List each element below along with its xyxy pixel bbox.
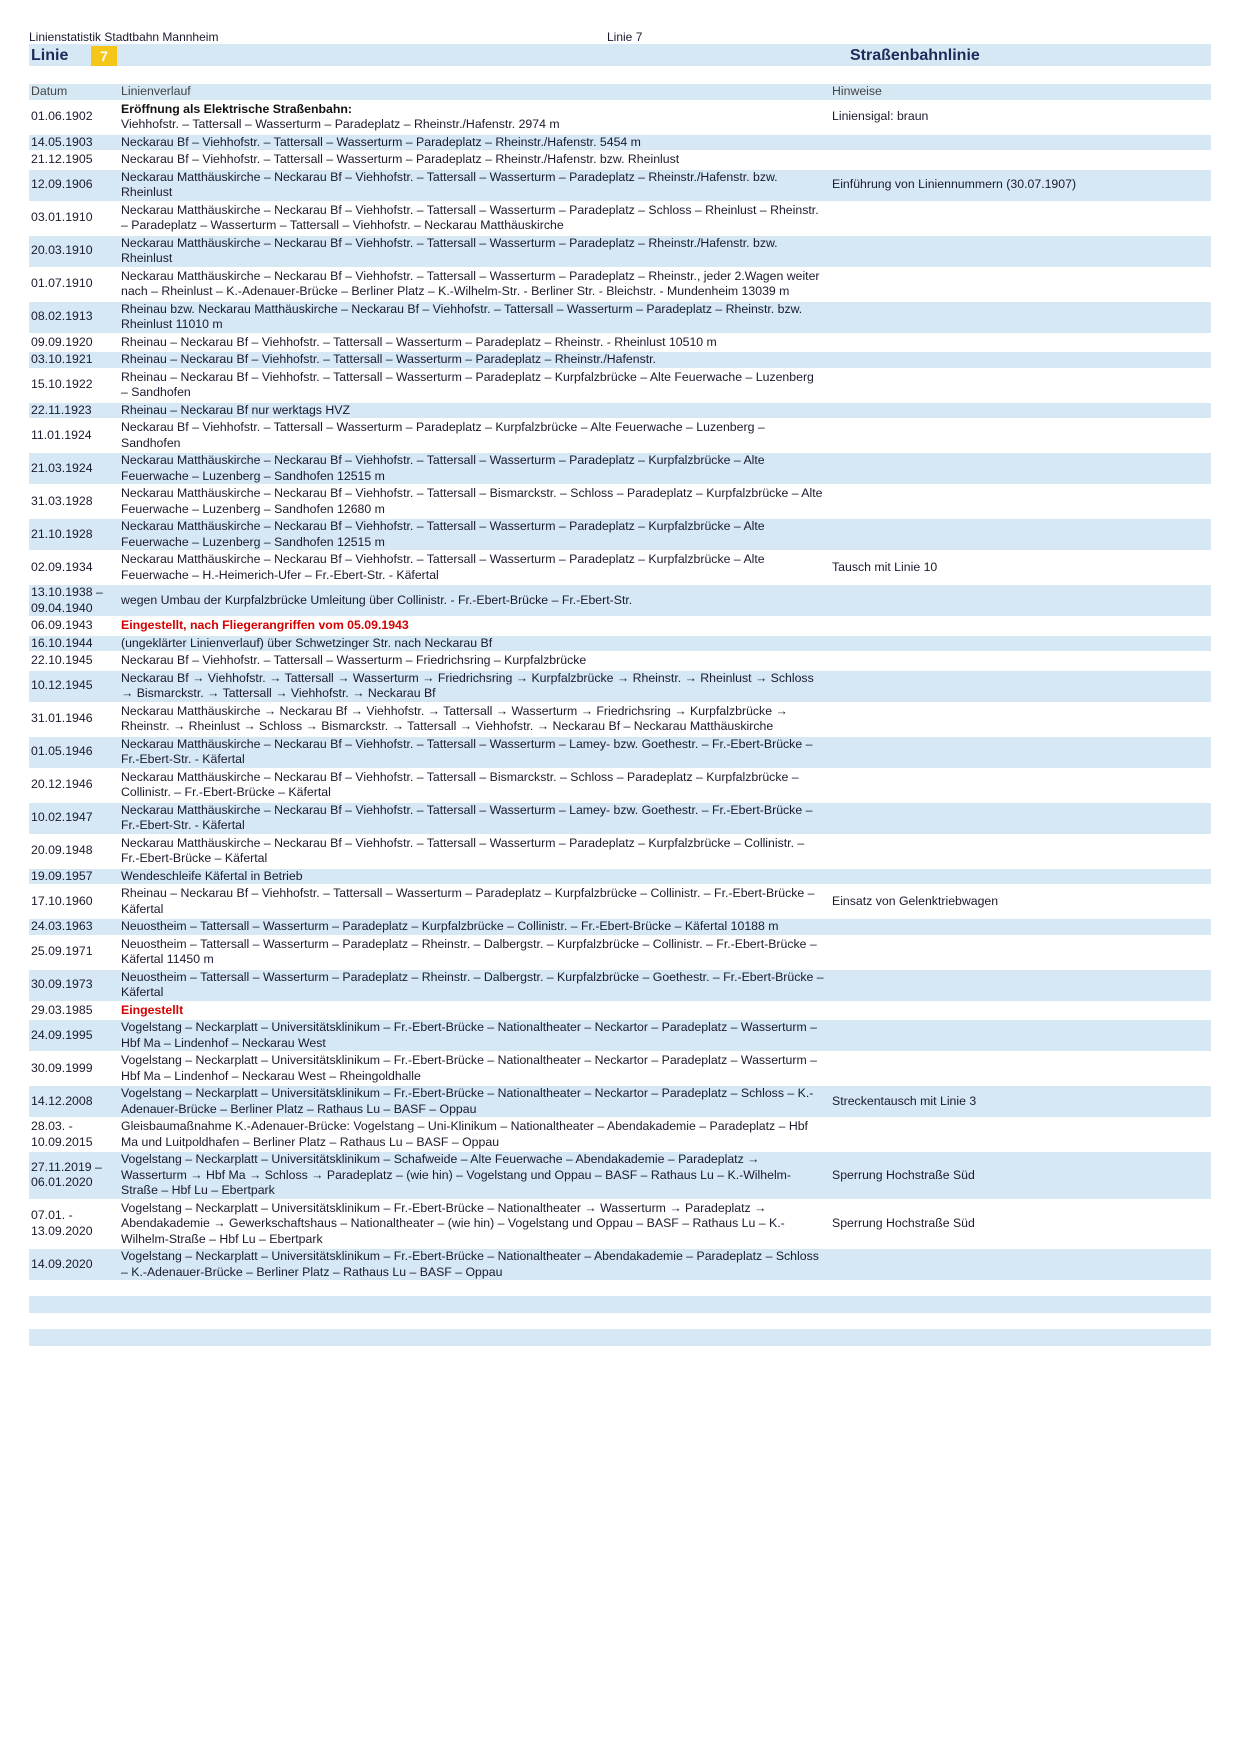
row-route <box>119 1249 824 1280</box>
table-row <box>29 1003 1211 1019</box>
row-route-text: Neckarau Matthäuskirche – Neckarau Bf – Viehhofstr. – Tattersall – Bismarckstr. – Schloss – Paradeplatz – Kurpfalzbrücke – Alte Feuerwache – Luzenberg – Sandhofen 12680 m <box>121 486 823 516</box>
row-route <box>119 1053 824 1084</box>
row-date: 01.07.1910 <box>31 276 93 291</box>
row-route-text: Neckarau Matthäuskirche – Neckarau Bf – Viehhofstr. – Tattersall – Wasserturm – Paradeplatz – Rheinstr./Hafenstr. bzw. Rheinlust <box>121 235 778 265</box>
row-note: Einführung von Liniennummern (30.07.1907) <box>824 170 1211 201</box>
row-date: 21.10.1928 <box>29 519 119 550</box>
row-note <box>824 1003 1211 1019</box>
row-route-text: Neckarau Matthäuskirche – Neckarau Bf – Viehhofstr. – Tattersall – Wasserturm – Paradeplatz – Kurpfalzbrücke – Collinistr. – Fr.-Ebert-Brücke – Käfertal <box>121 835 805 865</box>
row-route <box>119 1152 824 1199</box>
table-row <box>29 486 1211 517</box>
row-note <box>824 937 1211 968</box>
row-date: 30.09.1999 <box>31 1060 93 1075</box>
row-date: 14.09.2020 <box>29 1249 119 1280</box>
row-route-text: Wendeschleife Käfertal in Betrieb <box>121 868 303 883</box>
row-note: Liniensigal: braun <box>832 109 929 124</box>
row-route <box>119 636 824 652</box>
row-note: Sperrung Hochstraße Süd <box>832 1216 975 1230</box>
row-date: 07.01. - 13.09.2020 <box>31 1208 93 1238</box>
table-row <box>29 152 1211 168</box>
row-route <box>119 170 824 201</box>
row-route-text: Neckarau Matthäuskirche → Neckarau Bf → Viehhofstr. → Tattersall → Wasserturm → Friedrichsring → Kurpfalzbrücke → Rheinstr. → Rheinlust → Schloss → Bismarckstr. → Tattersall → Viehhofstr. → Neckarau Bf – Neckarau Matthäuskirche <box>121 703 788 733</box>
row-note: Tausch mit Linie 10 <box>832 559 938 574</box>
row-route-text: Rheinau – Neckarau Bf – Viehhofstr. – Tattersall – Wasserturm – Paradeplatz – Kurpfalzbrücke – Alte Feuerwache – Luzenberg – Sandhofen <box>121 369 814 399</box>
table-row <box>29 886 1211 917</box>
column-header-route: Linienverlauf <box>119 84 824 100</box>
row-route <box>119 704 824 735</box>
table-row <box>29 102 1211 133</box>
row-date: 08.02.1913 <box>29 302 119 333</box>
row-route <box>119 618 824 634</box>
row-date: 21.03.1924 <box>29 453 119 484</box>
row-route <box>119 420 824 451</box>
table-row <box>29 1053 1211 1084</box>
table-row <box>29 704 1211 735</box>
row-route <box>119 370 824 401</box>
row-note <box>824 618 1211 634</box>
table-row <box>29 1119 1211 1150</box>
row-route-text: Neuostheim – Tattersall – Wasserturm – Paradeplatz – Rheinstr. – Dalbergstr. – Kurpfalzbrücke – Goethestr. – Fr.-Ebert-Brücke – Käfertal <box>121 969 824 999</box>
row-note <box>824 671 1211 702</box>
table-row <box>29 370 1211 401</box>
table-row <box>29 737 1211 768</box>
row-date: 24.03.1963 <box>29 919 119 935</box>
row-route-text: Gleisbaumaßnahme K.-Adenauer-Brücke: Vogelstang – Uni-Klinikum – Nationaltheater – Abendakademie – Paradeplatz – Hbf Ma und Luitpoldhafen – Berliner Platz – Rathaus Lu – BASF – Oppau <box>121 1119 808 1149</box>
row-date: 10.02.1947 <box>29 803 119 834</box>
spacer <box>29 1282 1211 1296</box>
row-date: 31.03.1928 <box>31 493 93 508</box>
row-route <box>119 836 824 867</box>
row-note <box>824 737 1211 768</box>
row-date: 24.09.1995 <box>29 1020 119 1051</box>
row-date: 15.10.1922 <box>31 377 93 392</box>
table-row <box>29 618 1211 634</box>
empty-band-row <box>29 1296 1211 1313</box>
row-date: 20.03.1910 <box>29 236 119 267</box>
row-route <box>119 803 824 834</box>
row-route-text: wegen Umbau der Kurpfalzbrücke Umleitung über Collinistr. - Fr.-Ebert-Brücke – Fr.-Ebert-Str. <box>121 592 633 607</box>
table-row <box>29 236 1211 267</box>
row-note <box>824 970 1211 1001</box>
table-row <box>29 636 1211 652</box>
row-route-text: Vogelstang – Neckarplatt – Universitätsklinikum – Schafweide – Alte Feuerwache – Abendakademie – Paradeplatz → Wasserturm → Hbf Ma → Schloss → Paradeplatz – (wie hin) – Vogelstang und Oppau – BASF – Rathaus Lu – K.-Wilhelm-Straße – Hbf Lu – Ebertpark <box>121 1152 792 1197</box>
empty-band-row <box>29 1329 1211 1346</box>
row-note <box>824 1053 1211 1084</box>
row-route-text: Neckarau Matthäuskirche – Neckarau Bf – Viehhofstr. – Tattersall – Wasserturm – Lamey- bzw. Goethestr. – Fr.-Ebert-Brücke – Fr.-Ebert-Str. - Käfertal <box>121 802 813 832</box>
row-date: 11.01.1924 <box>31 427 92 442</box>
table-row <box>29 1152 1211 1199</box>
row-route <box>119 1020 824 1051</box>
row-note <box>824 203 1211 234</box>
row-route-text: Rheinau – Neckarau Bf – Viehhofstr. – Tattersall – Wasserturm – Paradeplatz – Kurpfalzbrücke – Collinistr. – Fr.-Ebert-Brücke – Käfertal <box>121 886 815 916</box>
page-line-label: Linie 7 <box>607 30 643 44</box>
line-history-table <box>29 82 1211 1282</box>
row-date: 12.09.1906 <box>29 170 119 201</box>
row-route <box>119 653 824 669</box>
table-row <box>29 420 1211 451</box>
row-route-text: Neckarau Matthäuskirche – Neckarau Bf – Viehhofstr. – Tattersall – Wasserturm – Paradeplatz – Rheinstr./Hafenstr. bzw. Rheinlust <box>121 169 778 199</box>
row-route-text: Vogelstang – Neckarplatt – Universitätsklinikum – Fr.-Ebert-Brücke – Nationaltheater – Neckartor – Paradeplatz – Wasserturm – Hbf Ma – Lindenhof – Neckarau West – Rheingoldhalle <box>121 1053 817 1083</box>
row-route <box>119 919 824 935</box>
row-route-text: Neckarau Bf – Viehhofstr. – Tattersall – Wasserturm – Paradeplatz – Rheinstr./Hafenstr. 5454 m <box>121 134 641 149</box>
row-note <box>824 636 1211 652</box>
row-note <box>824 919 1211 935</box>
table-row <box>29 653 1211 669</box>
row-note <box>824 770 1211 801</box>
table-row <box>29 869 1211 885</box>
row-note <box>824 585 1211 616</box>
column-header-notes: Hinweise <box>824 84 1211 100</box>
table-row <box>29 919 1211 935</box>
row-route-text: Neckarau Bf – Viehhofstr. – Tattersall – Wasserturm – Friedrichsring – Kurpfalzbrücke <box>121 653 587 667</box>
row-route <box>119 135 824 151</box>
table-row <box>29 836 1211 867</box>
line-number-badge: 7 <box>91 46 117 66</box>
table-row <box>29 1201 1211 1248</box>
row-route <box>119 352 824 368</box>
table-row <box>29 1086 1211 1117</box>
table-row <box>29 453 1211 484</box>
row-route-text: Neckarau Matthäuskirche – Neckarau Bf – Viehhofstr. – Tattersall – Wasserturm – Paradeplatz – Schloss – Rheinlust – Rheinstr. – Paradeplatz – Wasserturm – Tattersall – Viehhofstr. – Neckarau Matthäuskirche <box>121 202 819 232</box>
document-title: Linienstatistik Stadtbahn Mannheim <box>29 30 219 44</box>
row-route-text: (ungeklärter Linienverlauf) über Schwetzinger Str. nach Neckarau Bf <box>121 635 493 650</box>
row-date: 30.09.1973 <box>29 970 119 1001</box>
row-note <box>824 836 1211 867</box>
row-date: 01.05.1946 <box>29 737 119 768</box>
row-route <box>119 519 824 550</box>
column-header-date: Datum <box>29 84 119 100</box>
row-note <box>824 1119 1211 1150</box>
row-route <box>119 671 824 702</box>
table-row <box>29 269 1211 300</box>
row-date: 03.01.1910 <box>31 210 93 225</box>
spacer <box>29 1313 1211 1329</box>
row-route <box>119 585 824 616</box>
row-route-text: Neckarau Bf – Viehhofstr. – Tattersall – Wasserturm – Paradeplatz – Kurpfalzbrücke – Alte Feuerwache – Luzenberg – Sandhofen <box>121 420 765 450</box>
row-route-text: Vogelstang – Neckarplatt – Universitätsklinikum – Fr.-Ebert-Brücke – Nationaltheater – Neckartor – Paradeplatz – Wasserturm – Hbf Ma – Lindenhof – Neckarau West <box>121 1020 817 1050</box>
row-date: 21.12.1905 <box>31 152 93 166</box>
row-route <box>119 737 824 768</box>
table-row <box>29 970 1211 1001</box>
row-note <box>824 335 1211 351</box>
row-date: 10.12.1945 <box>29 671 119 702</box>
line-label: Linie <box>31 47 69 64</box>
row-route-text: Neckarau Bf – Viehhofstr. – Tattersall – Wasserturm – Paradeplatz – Rheinstr./Hafenstr. bzw. Rheinlust <box>121 152 680 166</box>
row-date: 06.09.1943 <box>31 618 93 632</box>
row-route-text: Eingestellt, nach Fliegerangriffen vom 05.09.1943 <box>121 618 409 632</box>
row-note: Einsatz von Gelenktriebwagen <box>832 893 999 908</box>
row-note <box>824 1020 1211 1051</box>
row-route <box>119 869 824 885</box>
row-date: 27.11.2019 – 06.01.2020 <box>29 1152 119 1199</box>
row-route <box>119 1086 824 1117</box>
row-route-text: Neckarau Bf → Viehhofstr. → Tattersall → Wasserturm → Friedrichsring → Kurpfalzbrücke → Rheinstr. → Rheinlust → Schloss → Bismarckstr. → Tattersall → Viehhofstr. → Neckarau Bf <box>121 670 814 700</box>
row-note <box>824 370 1211 401</box>
row-route <box>119 302 824 333</box>
row-route-text: Rheinau – Neckarau Bf – Viehhofstr. – Tattersall – Wasserturm – Paradeplatz – Rheinstr./Hafenstr. <box>121 352 656 366</box>
row-route <box>119 770 824 801</box>
row-note: Sperrung Hochstraße Süd <box>824 1152 1211 1199</box>
row-route-text: Neuostheim – Tattersall – Wasserturm – Paradeplatz – Rheinstr. – Dalbergstr. – Kurpfalzbrücke – Collinistr. – Fr.-Ebert-Brücke – Käfertal 11450 m <box>121 936 817 966</box>
row-route-text: Neckarau Matthäuskirche – Neckarau Bf – Viehhofstr. – Tattersall – Bismarckstr. – Schloss – Paradeplatz – Kurpfalzbrücke – Collinistr. – Fr.-Ebert-Brücke – Käfertal <box>121 769 799 799</box>
row-note <box>824 152 1211 168</box>
row-route-text: Neckarau Matthäuskirche – Neckarau Bf – Viehhofstr. – Tattersall – Wasserturm – Paradeplatz – Kurpfalzbrücke – Alte Feuerwache – Luzenberg – Sandhofen 12515 m <box>121 453 765 483</box>
table-row <box>29 671 1211 702</box>
row-route-text: Vogelstang – Neckarplatt – Universitätsklinikum – Fr.-Ebert-Brücke – Nationaltheater – Abendakademie – Paradeplatz – Schloss – K.-Adenauer-Brücke – Berliner Platz – Rathaus Lu – BASF – Oppau <box>121 1249 819 1279</box>
row-date: 17.10.1960 <box>31 893 93 908</box>
table-row <box>29 937 1211 968</box>
table-row <box>29 552 1211 583</box>
table-row <box>29 1020 1211 1051</box>
row-route <box>119 486 824 517</box>
row-date: 20.12.1946 <box>31 777 93 792</box>
row-date: 13.10.1938 – 09.04.1940 <box>29 585 119 616</box>
row-route-text: Neuostheim – Tattersall – Wasserturm – Paradeplatz – Kurpfalzbrücke – Collinistr. – Fr.-Ebert-Brücke – Käfertal 10188 m <box>121 919 779 933</box>
document-page <box>29 28 1211 1346</box>
row-route <box>119 552 824 583</box>
row-route <box>119 403 824 419</box>
row-route-text: Neckarau Matthäuskirche – Neckarau Bf – Viehhofstr. – Tattersall – Wasserturm – Paradeplatz – Kurpfalzbrücke – Alte Feuerwache – H.-Heimerich-Ufer – Fr.-Ebert-Str. - Käfertal <box>121 552 765 582</box>
row-date: 29.03.1985 <box>31 1002 93 1017</box>
row-note <box>824 135 1211 151</box>
row-note <box>824 486 1211 517</box>
table-header-row <box>29 84 1211 100</box>
row-route <box>119 886 824 917</box>
row-route-text: Neckarau Matthäuskirche – Neckarau Bf – Viehhofstr. – Tattersall – Wasserturm – Paradeplatz – Kurpfalzbrücke – Alte Feuerwache – Luzenberg – Sandhofen 12515 m <box>121 519 765 549</box>
row-route-text: Vogelstang – Neckarplatt – Universitätsklinikum – Fr.-Ebert-Brücke – Nationaltheater – Neckartor – Paradeplatz – Schloss – K.-Adenauer-Brücke – Berliner Platz – Rathaus Lu – BASF – Oppau <box>121 1086 814 1116</box>
table-row <box>29 203 1211 234</box>
row-date: 09.09.1920 <box>31 334 93 349</box>
row-route <box>119 937 824 968</box>
row-date: 22.10.1945 <box>31 653 93 667</box>
table-row <box>29 302 1211 333</box>
row-note <box>824 403 1211 419</box>
row-note <box>824 869 1211 885</box>
row-route <box>119 152 824 168</box>
row-note <box>824 519 1211 550</box>
row-route-title: Eröffnung als Elektrische Straßenbahn: <box>121 101 352 116</box>
row-route-text: Neckarau Matthäuskirche – Neckarau Bf – Viehhofstr. – Tattersall – Wasserturm – Paradeplatz – Rheinstr., jeder 2.Wagen weiter nach – Rheinlust – K.-Adenauer-Brücke – Berliner Platz – K.-Wilhelm-Str. - Berliner Str. - Bleichstr. - Mundenheim 13039 m <box>121 268 820 298</box>
row-note <box>824 704 1211 735</box>
table-row <box>29 1249 1211 1280</box>
row-note: Streckentausch mit Linie 3 <box>824 1086 1211 1117</box>
table-row <box>29 335 1211 351</box>
row-date: 02.09.1934 <box>31 559 93 574</box>
table-row <box>29 519 1211 550</box>
table-row <box>29 770 1211 801</box>
table-row <box>29 170 1211 201</box>
row-date: 16.10.1944 <box>29 636 119 652</box>
row-note <box>824 269 1211 300</box>
line-type-label: Straßenbahnlinie <box>850 47 980 64</box>
table-row <box>29 403 1211 419</box>
row-note <box>824 453 1211 484</box>
row-date: 31.01.1946 <box>31 711 93 726</box>
row-route <box>119 1201 824 1248</box>
row-route-text: Viehhofstr. – Tattersall – Wasserturm – Paradeplatz – Rheinstr./Hafenstr. 2974 m <box>121 117 560 131</box>
row-route <box>119 970 824 1001</box>
row-note <box>824 420 1211 451</box>
page-header-line <box>29 28 1211 44</box>
table-row <box>29 585 1211 616</box>
row-date: 01.06.1902 <box>31 109 93 124</box>
row-date: 14.05.1903 <box>29 135 119 151</box>
row-date: 28.03. - 10.09.2015 <box>31 1119 93 1149</box>
row-note <box>824 352 1211 368</box>
row-route <box>119 203 824 234</box>
row-date: 19.09.1957 <box>29 869 119 885</box>
line-header-band <box>29 44 1211 66</box>
row-date: 03.10.1921 <box>29 352 119 368</box>
row-route-text: Neckarau Matthäuskirche – Neckarau Bf – Viehhofstr. – Tattersall – Wasserturm – Lamey- bzw. Goethestr. – Fr.-Ebert-Brücke – Fr.-Ebert-Str. - Käfertal <box>121 736 813 766</box>
row-note <box>824 803 1211 834</box>
row-route-text: Rheinau – Neckarau Bf – Viehhofstr. – Tattersall – Wasserturm – Paradeplatz – Rheinstr. - Rheinlust 10510 m <box>121 334 717 349</box>
row-date: 25.09.1971 <box>31 944 93 959</box>
row-route <box>119 1003 824 1019</box>
row-note <box>824 1249 1211 1280</box>
row-note <box>824 653 1211 669</box>
table-row <box>29 803 1211 834</box>
row-route <box>119 335 824 351</box>
row-route <box>119 269 824 300</box>
row-route-text: Eingestellt <box>121 1002 184 1017</box>
row-route <box>119 236 824 267</box>
row-route <box>119 1119 824 1150</box>
row-route <box>119 102 824 133</box>
row-route-text: Vogelstang – Neckarplatt – Universitätsklinikum – Fr.-Ebert-Brücke – Nationaltheater → Wasserturm → Paradeplatz → Abendakademie → Gewerkschaftshaus – Nationaltheater – (wie hin) – Vogelstang und Oppau – BASF – Rathaus Lu – K.-Wilhelm-Straße – Hbf Lu – Ebertpark <box>121 1200 785 1246</box>
table-row <box>29 135 1211 151</box>
row-date: 14.12.2008 <box>29 1086 119 1117</box>
table-row <box>29 352 1211 368</box>
row-route-text: Rheinau bzw. Neckarau Matthäuskirche – Neckarau Bf – Viehhofstr. – Tattersall – Wasserturm – Paradeplatz – Rheinstr. bzw. Rheinlust 11010 m <box>121 301 803 331</box>
row-date: 22.11.1923 <box>29 403 119 419</box>
row-date: 20.09.1948 <box>31 843 93 858</box>
row-route <box>119 453 824 484</box>
row-note <box>824 302 1211 333</box>
row-route-text: Rheinau – Neckarau Bf nur werktags HVZ <box>121 402 350 417</box>
row-note <box>824 236 1211 267</box>
